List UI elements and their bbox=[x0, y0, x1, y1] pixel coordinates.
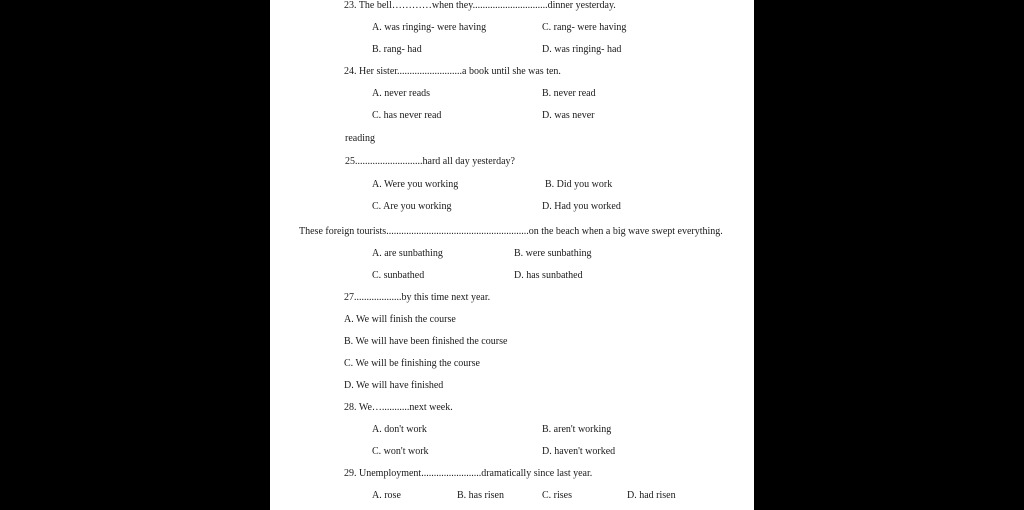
question-23-option-b: B. rang- had bbox=[372, 44, 422, 55]
question-24-option-c: C. has never read bbox=[372, 110, 442, 121]
question-24-option-b: B. never read bbox=[542, 88, 596, 99]
question-25-option-c: C. Are you working bbox=[372, 201, 452, 212]
question-24-option-d: D. was never bbox=[542, 110, 595, 121]
question-29-option-a: A. rose bbox=[372, 490, 401, 501]
question-27-option-c: C. We will be finishing the course bbox=[344, 358, 480, 369]
question-28-stem: 28. We…...........next week. bbox=[344, 402, 453, 413]
question-26-option-d: D. has sunbathed bbox=[514, 270, 583, 281]
question-25-stem: 25...........................hard all day yesterday? bbox=[345, 156, 515, 167]
question-28-option-a: A. don't work bbox=[372, 424, 427, 435]
question-25-option-b: B. Did you work bbox=[545, 179, 613, 190]
question-28-option-d: D. haven't worked bbox=[542, 446, 616, 457]
question-26-stem: These foreign tourists.........................................................on the beach when a big wave swept everything. bbox=[299, 226, 723, 237]
question-23-option-a: A. was ringing- were having bbox=[372, 22, 487, 33]
question-27-option-d: D. We will have finished bbox=[344, 380, 444, 391]
question-26-option-c: C. sunbathed bbox=[372, 270, 425, 281]
question-24-overflow: reading bbox=[345, 133, 375, 144]
question-29-option-b: B. has risen bbox=[457, 490, 504, 501]
question-23-option-d: D. was ringing- had bbox=[542, 44, 622, 55]
question-29-option-c: C. rises bbox=[542, 490, 572, 501]
question-29-option-d: D. had risen bbox=[627, 490, 676, 501]
question-24-stem: 24. Her sister..........................a book until she was ten. bbox=[344, 66, 561, 77]
question-28-option-c: C. won't work bbox=[372, 446, 429, 457]
question-23-option-c: C. rang- were having bbox=[542, 22, 627, 33]
question-29-stem: 29. Unemployment........................dramatically since last year. bbox=[344, 468, 593, 479]
question-27-option-a: A. We will finish the course bbox=[344, 314, 456, 325]
question-27-stem: 27...................by this time next year. bbox=[344, 292, 491, 303]
question-24-option-a: A. never reads bbox=[372, 88, 431, 99]
question-26-option-b: B. were sunbathing bbox=[514, 248, 592, 259]
question-27-option-b: B. We will have been finished the course bbox=[344, 336, 508, 347]
question-23-stem: 23. The bell…………when they..............................dinner yesterday. bbox=[344, 0, 616, 11]
document-page bbox=[270, 0, 754, 510]
question-26-option-a: A. are sunbathing bbox=[372, 248, 443, 259]
question-25-option-a: A. Were you working bbox=[372, 179, 459, 190]
question-28-option-b: B. aren't working bbox=[542, 424, 612, 435]
question-25-option-d: D. Had you worked bbox=[542, 201, 621, 212]
